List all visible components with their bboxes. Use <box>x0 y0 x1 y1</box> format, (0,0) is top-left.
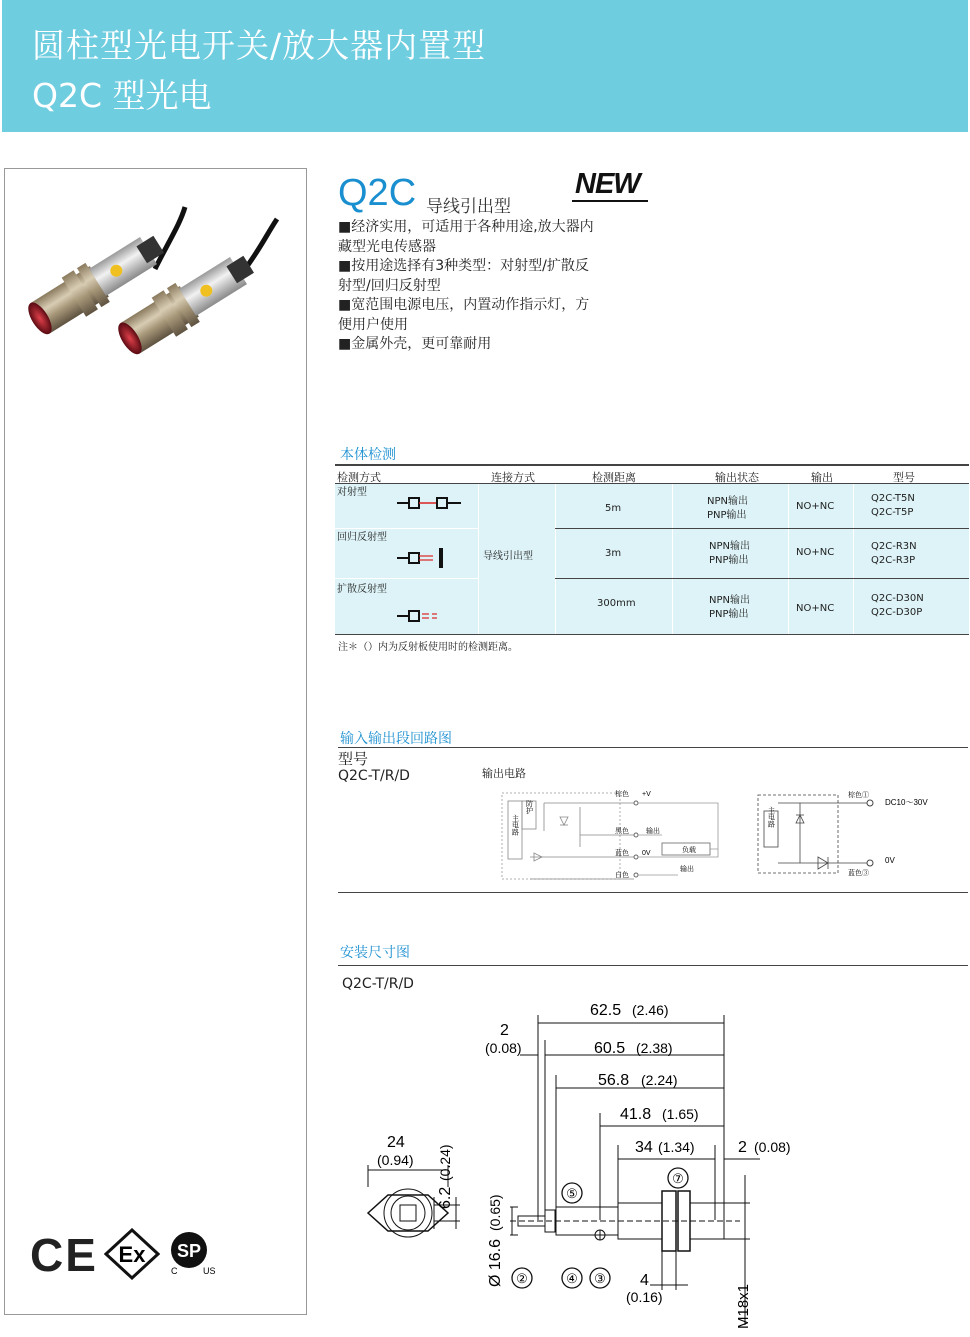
svg-text:主电路: 主电路 <box>767 806 775 828</box>
svg-text:(0.94): (0.94) <box>377 1152 414 1168</box>
col-header: 型号 <box>893 471 915 484</box>
dimension-drawing <box>340 995 840 1335</box>
banner-title: 圆柱型光电开关/放大器内置型 <box>32 26 487 65</box>
svg-text:(0.16): (0.16) <box>626 1289 663 1305</box>
svg-text:(0.65): (0.65) <box>487 1194 503 1231</box>
model-cell: Q2C-D30P <box>871 607 923 618</box>
feature-item: ■金属外壳，更可靠耐用 <box>338 336 492 352</box>
svg-text:34: 34 <box>635 1139 653 1156</box>
svg-text:0V: 0V <box>642 850 651 857</box>
state-cell: NPN输出 <box>709 595 750 606</box>
ex-mark <box>104 1228 160 1280</box>
svg-text:(2.24): (2.24) <box>641 1072 678 1088</box>
product-subtitle: 导线引出型 <box>426 197 511 217</box>
svg-text:41.8: 41.8 <box>620 1106 652 1123</box>
col-header: 检测距离 <box>592 471 636 484</box>
distance-cell: 3m <box>605 548 622 559</box>
method-cell: 对射型 <box>337 487 367 498</box>
ce-mark: CE <box>30 1229 98 1281</box>
svg-text:黑色: 黑色 <box>615 828 629 835</box>
svg-text:+V: +V <box>642 791 651 798</box>
state-cell: NPN输出 <box>709 541 750 552</box>
svg-text:输出: 输出 <box>646 828 660 835</box>
svg-text:DC10～30V: DC10～30V <box>885 798 928 807</box>
product-photo <box>5 169 305 389</box>
svg-text:蓝色③: 蓝色③ <box>848 870 869 877</box>
feature-item: ■按用途选择有3种类型：对射型/扩散反射型/回归反射型 <box>338 258 589 294</box>
spec-table-body <box>335 484 969 635</box>
col-header: 连接方式 <box>491 471 535 484</box>
svg-text:⑦: ⑦ <box>672 1171 684 1186</box>
method-cell: 回归反射型 <box>337 532 387 543</box>
model-cell: Q2C-T5P <box>871 507 914 518</box>
csa-mark <box>165 1228 225 1276</box>
svg-text:US: US <box>203 1266 216 1276</box>
svg-text:4: 4 <box>640 1272 649 1289</box>
svg-text:防护: 防护 <box>525 800 533 814</box>
diffuse-reflective-icon <box>395 608 445 624</box>
state-cell: NPN输出 <box>707 496 748 507</box>
state-cell: PNP输出 <box>709 555 749 566</box>
new-badge-underline <box>572 200 648 202</box>
model-cell: Q2C-R3P <box>871 555 916 566</box>
connection-cell: 导线引出型 <box>483 551 533 562</box>
retro-reflective-icon <box>395 546 455 570</box>
svg-text:C: C <box>171 1266 178 1276</box>
spec-heading: 本体检测 <box>340 447 396 463</box>
svg-text:6.2: 6.2 <box>437 1186 454 1209</box>
product-image-panel <box>4 168 307 1315</box>
svg-text:(1.34): (1.34) <box>658 1139 695 1155</box>
output-cell: NO+NC <box>796 547 835 558</box>
svg-text:(2.38): (2.38) <box>636 1040 673 1056</box>
thru-beam-icon <box>395 494 465 512</box>
svg-text:蓝色: 蓝色 <box>615 850 629 857</box>
svg-text:③: ③ <box>594 1271 606 1286</box>
svg-text:62.5: 62.5 <box>590 1002 622 1019</box>
svg-text:(2.46): (2.46) <box>632 1002 669 1018</box>
svg-text:2: 2 <box>738 1139 747 1156</box>
method-cell: 扩散反射型 <box>337 584 387 595</box>
svg-text:棕色①: 棕色① <box>848 792 869 799</box>
product-name: Q2C <box>338 172 417 214</box>
output-cell: NO+NC <box>796 501 835 512</box>
model-cell: Q2C-T5N <box>871 493 915 504</box>
svg-text:60.5: 60.5 <box>594 1040 626 1057</box>
svg-text:Ex: Ex <box>118 1242 146 1267</box>
model-cell: Q2C-D30N <box>871 593 924 604</box>
svg-text:②: ② <box>516 1271 528 1286</box>
distance-cell: 300mm <box>597 598 636 609</box>
col-header: 输出状态 <box>715 471 759 484</box>
distance-cell: 5m <box>605 503 622 514</box>
state-cell: PNP输出 <box>707 510 747 521</box>
svg-text:输出: 输出 <box>680 866 694 873</box>
svg-text:(1.65): (1.65) <box>662 1106 699 1122</box>
dimensions-heading: 安装尺寸图 <box>340 945 410 961</box>
svg-text:(0.24): (0.24) <box>437 1144 453 1181</box>
spec-table-header <box>335 464 969 484</box>
io-circuit-diagram <box>500 785 960 885</box>
svg-text:④: ④ <box>566 1271 578 1286</box>
output-cell: NO+NC <box>796 603 835 614</box>
new-badge: NEW <box>575 168 640 200</box>
header-banner <box>2 0 968 132</box>
svg-text:棕色: 棕色 <box>615 791 629 798</box>
feature-list <box>338 218 596 355</box>
circuit-heading: 输入输出段回路图 <box>340 731 452 747</box>
svg-text:SP: SP <box>176 1241 202 1261</box>
svg-text:56.8: 56.8 <box>598 1072 630 1089</box>
svg-text:(0.08): (0.08) <box>754 1139 791 1155</box>
col-header: 检测方式 <box>337 471 381 484</box>
circuit-model-value: Q2C-T/R/D <box>338 768 410 784</box>
banner-subtitle: Q2C 型光电 <box>32 76 212 115</box>
svg-text:0V: 0V <box>885 856 895 865</box>
feature-item: ■经济实用，可适用于各种用途,放大器内藏型光电传感器 <box>338 219 594 255</box>
spec-note: 注＊（）内为反射板使用时的检测距离。 <box>338 642 518 653</box>
svg-text:⑤: ⑤ <box>566 1186 578 1201</box>
feature-item: ■宽范围电源电压，内置动作指示灯，方便用户使用 <box>338 297 590 333</box>
col-header: 输出 <box>811 471 833 484</box>
output-circuit-label: 输出电路 <box>482 767 526 780</box>
dimension-model: Q2C-T/R/D <box>342 976 414 992</box>
svg-text:白色: 白色 <box>615 872 629 879</box>
model-cell: Q2C-R3N <box>871 541 917 552</box>
svg-text:2: 2 <box>500 1022 509 1039</box>
svg-text:Ø 16.6: Ø 16.6 <box>487 1238 504 1287</box>
svg-text:(0.08): (0.08) <box>485 1040 522 1056</box>
svg-text:M18x1: M18x1 <box>735 1283 752 1329</box>
svg-text:负载: 负载 <box>682 847 696 854</box>
svg-text:24: 24 <box>387 1134 405 1151</box>
circuit-model-label: 型号 <box>338 750 369 768</box>
state-cell: PNP输出 <box>709 609 749 620</box>
svg-text:主电路: 主电路 <box>511 814 519 836</box>
